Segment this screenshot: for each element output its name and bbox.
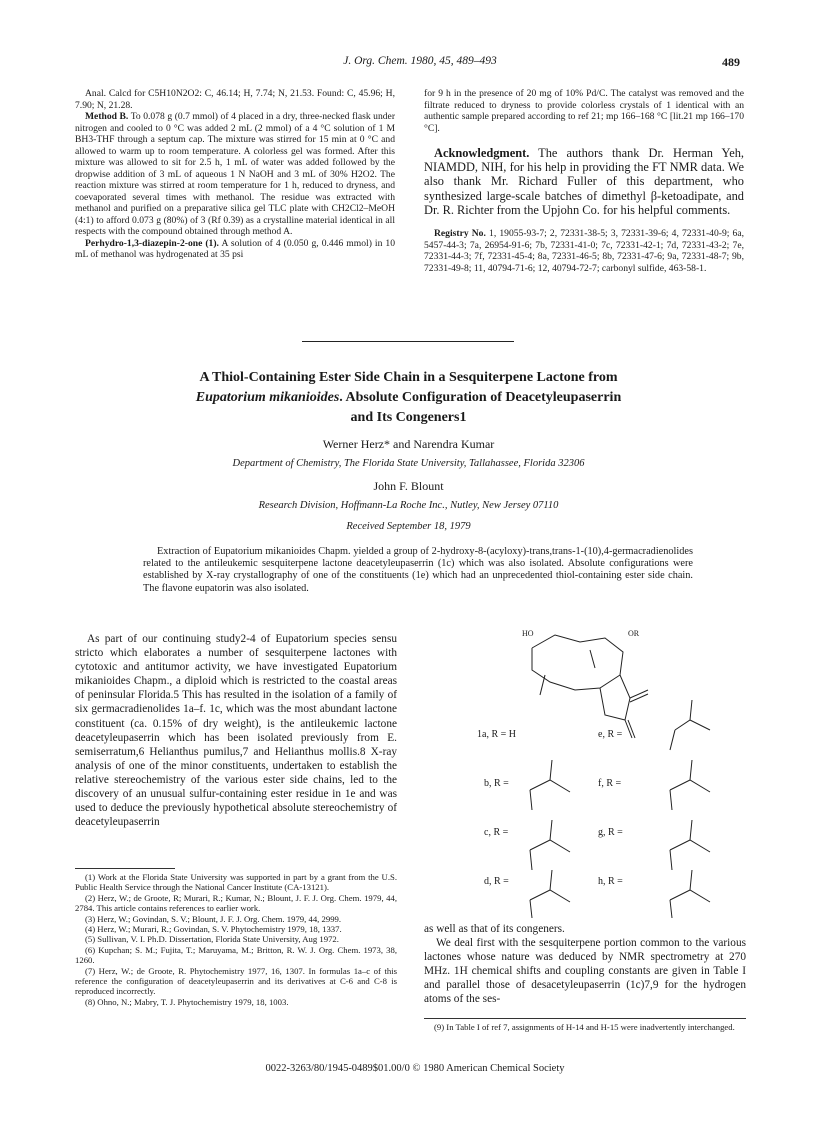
label-g: g, R =	[598, 827, 623, 838]
ack-heading: Acknowledgment.	[434, 146, 530, 160]
label-f: f, R =	[598, 778, 622, 789]
footnote-left-item: (1) Work at the Florida State University was supported in part by a grant from the U.S. Public Health Service through the National Cancer Institute (CA-13121).	[75, 872, 397, 893]
abstract: Extraction of Eupatorium mikanioides Chapm. yielded a group of 2-hydroxy-8-(acyloxy)-trans,trans-1-(10),4-germacradienolides related to the antileukemic sesquiterpene lactone deacetyleupaserrin (1c) which was also isolated. Absolute configurations were established by X-ray crystallography of one of the constituents (1e) which had an unprecedented thiol-containing ester side chain. The flavone eupatorin was also isolated.	[143, 546, 693, 594]
perhydro-text: A solution of 4 (0.050 g, 0.446 mmol) in 10 mL of methanol was hydrogenated at 35 psi	[75, 237, 395, 260]
acknowledgment-paragraph	[424, 146, 744, 217]
label-h: h, R =	[598, 876, 623, 887]
article-title	[90, 368, 727, 428]
title-line-2-rest: . Absolute Configuration of Deacetyleupaserrin	[339, 390, 622, 405]
body-right-paragraph: We deal first with the sesquiterpene portion common to the various lactones whose nature was deduced by NMR spectrometry at 270 MHz. 1H chemical shifts and coupling constants are given in Table I and parallel those of desacetyleupaserrin (1c)7,9 for the hydrogen atoms of the ses-	[424, 937, 746, 1006]
perhydro-heading: Perhydro-1,3-diazepin-2-one (1).	[85, 237, 219, 249]
affiliation-2: Research Division, Hoffmann-La Roche Inc., Nutley, New Jersey 07110	[258, 500, 559, 511]
page-footer: 0022-3263/80/1945-0489$01.00/0 © 1980 American Chemical Society	[265, 1063, 565, 1074]
label-e: e, R =	[598, 729, 623, 740]
affiliation-1: Department of Chemistry, The Florida State University, Tallahassee, Florida 32306	[232, 458, 585, 469]
label-d: d, R =	[484, 876, 509, 887]
registry-heading: Registry No.	[434, 228, 486, 240]
right-top-column	[424, 88, 744, 274]
perhydro-paragraph	[75, 238, 395, 261]
title-line-1: A Thiol-Containing Ester Side Chain in a Sesquiterpene Lactone from	[199, 370, 618, 385]
footnote-left-item: (3) Herz, W.; Govindan, S. V.; Blount, J. F. J. Org. Chem. 1979, 44, 2999.	[85, 913, 342, 924]
registry-paragraph	[424, 228, 744, 274]
methodB-text: To 0.078 g (0.7 mmol) of 4 placed in a dry, three-necked flask under nitrogen and cooled to 0 °C was added 2 mL (2 mmol) of a 4 °C solution of 1 M BH3-THF through a septum cap. The mixture was stirred for 15 min at 0 °C and allowed to warm up to room temperature. A colorless gel was formed. After this mixture was allowed to sit for 2.5 h, 1 mL of water was added followed by the dropwise addition of 3 mL of aqueous 1 N NaOH and 3 mL of 30% H2O2. The reaction mixture was stirred at room temperature for 1 h, reduced to dryness, and coevaporated several times with methanol. The residue was extracted with methanol and purified on a preparative silica gel TLC plate with CH2Cl2–MeOH (4:1) to afford 0.073 g (80%) of 3 (Rf 0.39) as a crystalline material identical in all respects with the compound obtained through method A.	[75, 111, 396, 237]
figure-structures	[420, 620, 750, 920]
footnote-left-item: (2) Herz, W.; de Groote, R; Murari, R.; Kumar, N.; Blount, J. F. J. Org. Chem. 1979, 44, 2784. This article contains references to earlier work.	[75, 892, 397, 914]
footnote-rule-right	[424, 1018, 746, 1019]
footnote-left-item: (5) Sullivan, V. I. Ph.D. Dissertation, Florida State University, Aug 1972.	[85, 934, 339, 945]
body-right-continuation: as well as that of its congeners.	[424, 923, 565, 935]
title-line-3: and Its Congeners1	[350, 410, 467, 425]
figure-ho: HO	[522, 629, 534, 638]
body-right-column	[424, 922, 746, 1007]
body-left-paragraph: As part of our continuing study2-4 of Eupatorium species sensu stricto which elaborates a number of sesquiterpene lactones with cytotoxic and antitumor activity, we have investigated Eupatorium mikanioides Chapm., a diploid which is restricted to the coastal areas of peninsular Florida.5 This has resulted in the isolation of a family of six germacradienolides 1a–f. 1c, which was the most abundant lactone constituent (ca. 0.15% of dry weight), is the antileukemic lactone deacetyleupaserrin which has been isolated previously from E. semiserratum,6 Helianthus pumilus,7 and Helianthus mollis.8 X-ray analysis of one of the minor constituents, undertaken to establish the relative stereochemistry of the various ester side chains, led to the discovery of an unusual sulfur-containing ester residue in 1e and was used to deduce the previously hypothetical absolute stereochemistry of deacetyleupaserrin	[75, 633, 397, 829]
footnote-rule-left	[75, 868, 175, 869]
label-b: b, R =	[484, 778, 509, 789]
registry-text: 1, 19055-93-7; 2, 72331-38-5; 3, 72331-39-6; 4, 72331-40-9; 6a, 5457-44-3; 7a, 26954-91-6; 7b, 72331-41-0; 7c, 72331-42-1; 7d, 72331-43-2; 7e, 72331-44-3; 7f, 72331-45-4; 8a, 72331-46-5; 8b, 72331-47-6; 9a, 72331-48-7; 9b, 72331-49-8; 11, 40794-71-6; 12, 40794-72-7; carbonyl sulfide, 463-58-1.	[424, 228, 744, 274]
left-top-column	[75, 88, 395, 261]
authors-1: Werner Herz* and Narendra Kumar	[322, 437, 495, 451]
title-line-2	[90, 388, 727, 408]
ack-text: The authors thank Dr. Herman Yeh, NIAMDD, NIH, for his help in providing the FT NMR data. We also thank Mr. Richard Fuller of this department, who synthesized large-scale batches of dimethyl β-ketoadipate, and Dr. R. Richter from the Upjohn Co. for his helpful comments.	[424, 146, 744, 217]
authors-2: John F. Blount	[373, 479, 444, 493]
footnote-left-item: (8) Ohno, N.; Mabry, T. J. Phytochemistry 1979, 18, 1003.	[85, 996, 289, 1007]
figure-or: OR	[628, 629, 640, 638]
footnotes-left	[75, 872, 397, 1007]
label-c: c, R =	[484, 827, 509, 838]
title-species: Eupatorium mikanioides	[195, 390, 340, 405]
journal-header: J. Org. Chem. 1980, 45, 489–493	[343, 55, 497, 67]
label-1a: 1a, R = H	[477, 729, 516, 740]
footnote-left-item: (7) Herz, W.; de Groote, R. Phytochemistry 1977, 16, 1307. In formulas 1a–c of this reference the configuration of deacetyleupaserrin and its derivatives at C-6 and C-8 is reproduced incorrectly.	[75, 965, 397, 997]
right-continuation: for 9 h in the presence of 20 mg of 10% Pd/C. The catalyst was removed and the filtrate reduced to dryness to provide colorless crystals of 1 identical with an authentic sample prepared according to ref 21; mp 166–168 °C [lit.21 mp 166–170 °C].	[424, 88, 744, 134]
footnote-left-item: (4) Herz, W.; Murari, R.; Govindan, S. V. Phytochemistry 1979, 18, 1337.	[85, 924, 342, 935]
page-number: 489	[722, 55, 740, 69]
methodB-paragraph	[75, 111, 395, 238]
section-divider	[302, 341, 514, 342]
footnote-right: (9) In Table I of ref 7, assignments of H-14 and H-15 were inadvertently interchanged.	[434, 1022, 735, 1032]
anal-paragraph: Anal. Calcd for C5H10N2O2: C, 46.14; H, 7.74; N, 21.53. Found: C, 45.96; H, 7.90; N, 21.28.	[75, 88, 395, 111]
received-date: Received September 18, 1979	[346, 521, 471, 532]
methodB-heading: Method B.	[85, 111, 129, 122]
footnote-left-item: (6) Kupchan; S. M.; Fujita, T.; Maruyama, M.; Britton, R. W. J. Org. Chem. 1973, 38, 1260.	[75, 944, 397, 966]
